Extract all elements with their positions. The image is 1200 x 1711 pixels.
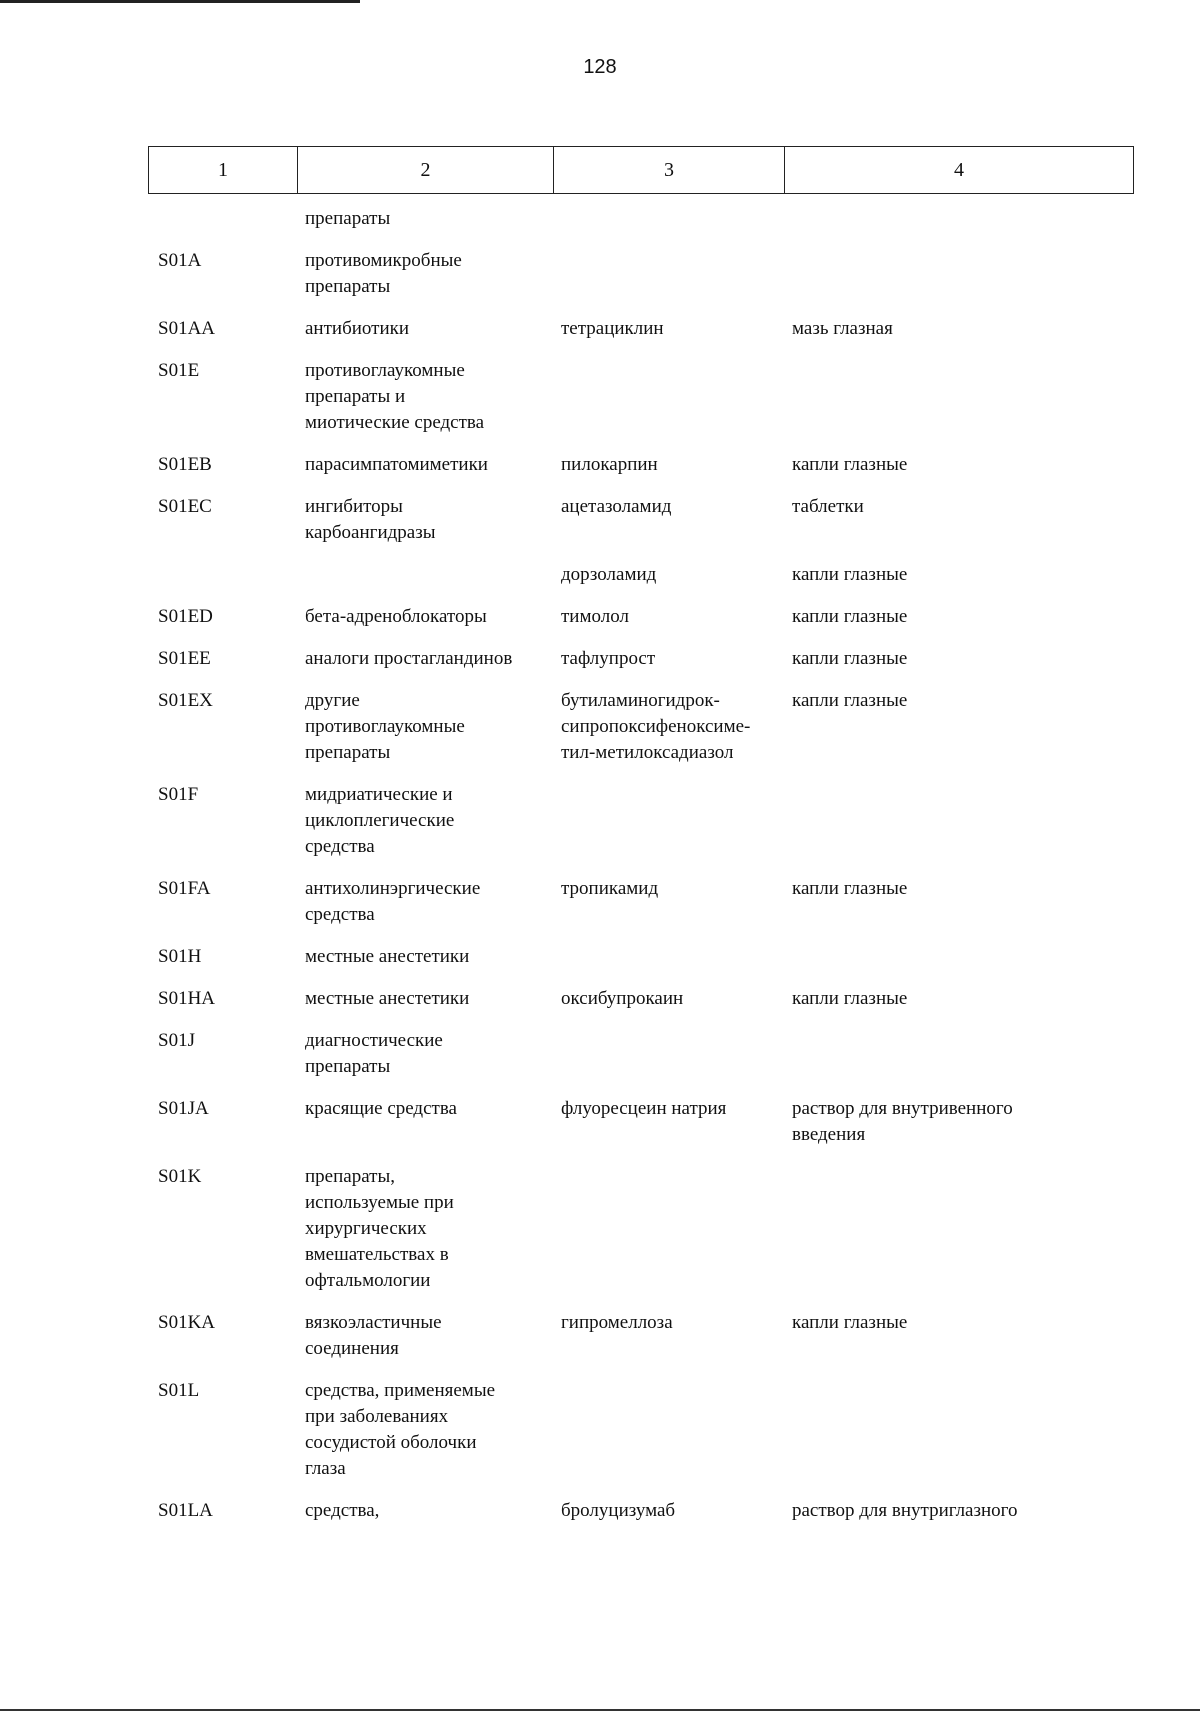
- table-row: [148, 1310, 1134, 1362]
- table-row: [148, 1164, 1134, 1294]
- form-cell: [787, 358, 1134, 436]
- form-cell: [787, 944, 1134, 970]
- drug-cell: [556, 944, 787, 970]
- header-cell-4: 4: [784, 147, 1133, 193]
- drug-cell: бутиламиногидрок- сипропоксифеноксиме- тил-метилоксадиазол: [561, 690, 751, 763]
- code-cell: S01EX: [158, 690, 213, 711]
- form-cell: раствор для внутриглазного: [792, 1500, 1018, 1521]
- group-cell: парасимпатомиметики: [305, 454, 488, 475]
- group-cell: вязкоэластичные соединения: [305, 1312, 442, 1359]
- form-cell: [787, 248, 1134, 300]
- header-cell-2: 2: [297, 147, 553, 193]
- code-cell: S01E: [158, 360, 200, 381]
- drug-cell: [556, 1164, 787, 1294]
- group-cell: красящие средства: [305, 1098, 457, 1119]
- form-cell: [787, 1378, 1134, 1482]
- drug-cell: тетрациклин: [561, 318, 664, 339]
- code-cell: S01A: [158, 250, 202, 271]
- code-cell: S01FA: [158, 878, 211, 899]
- group-cell: [300, 562, 556, 588]
- drug-cell: оксибупрокаин: [561, 988, 684, 1009]
- table-row: [148, 876, 1134, 928]
- form-cell: капли глазные: [792, 454, 908, 475]
- form-cell: таблетки: [792, 496, 864, 517]
- code-cell: S01HA: [158, 988, 216, 1009]
- drug-cell: ацетазоламид: [561, 496, 672, 517]
- group-cell: противоглаукомные препараты и миотические средства: [305, 360, 485, 433]
- group-cell: мидриатические и циклоплегические средства: [305, 784, 455, 857]
- code-cell: S01J: [158, 1030, 195, 1051]
- code-cell: S01JA: [158, 1098, 209, 1119]
- table-row: [148, 782, 1134, 860]
- form-cell: мазь глазная: [792, 318, 893, 339]
- table-row: [148, 1028, 1134, 1080]
- page-number: 128: [583, 56, 617, 78]
- code-cell: S01ED: [158, 606, 213, 627]
- top-rule: [0, 0, 360, 3]
- form-cell: раствор для внутривенного введения: [792, 1098, 1013, 1145]
- code-cell: S01H: [158, 946, 202, 967]
- group-cell: препараты: [305, 208, 391, 229]
- table-header: [148, 146, 1134, 194]
- table-row: [148, 452, 1134, 478]
- form-cell: капли глазные: [792, 564, 908, 585]
- header-cell-1: 1: [218, 158, 228, 181]
- form-cell: капли глазные: [792, 988, 908, 1009]
- table-row: [148, 646, 1134, 672]
- group-cell: антибиотики: [305, 318, 410, 339]
- drug-cell: [556, 248, 787, 300]
- drug-cell: флуоресцеин натрия: [561, 1098, 727, 1119]
- group-cell: средства, применяемые при заболеваниях сосудистой оболочки глаза: [305, 1380, 496, 1479]
- form-cell: капли глазные: [792, 690, 908, 711]
- code-cell: [148, 562, 300, 588]
- group-cell: ингибиторы карбоангидразы: [305, 496, 436, 543]
- group-cell: местные анестетики: [305, 946, 470, 967]
- drug-cell: тропикамид: [561, 878, 659, 899]
- table-row: [148, 944, 1134, 970]
- table-row: [148, 1378, 1134, 1482]
- table-row: [148, 986, 1134, 1012]
- table-row: [148, 494, 1134, 546]
- code-cell: S01EE: [158, 648, 211, 669]
- table-row: [148, 1096, 1134, 1148]
- code-cell: S01LA: [158, 1500, 213, 1521]
- form-cell: [787, 1028, 1134, 1080]
- form-cell: капли глазные: [792, 878, 908, 899]
- header-cell-3: 3: [553, 147, 784, 193]
- drug-cell: бролуцизумаб: [561, 1500, 676, 1521]
- drug-cell: [556, 1028, 787, 1080]
- group-cell: диагностические препараты: [305, 1030, 443, 1077]
- form-cell: [787, 1164, 1134, 1294]
- code-cell: S01AA: [158, 318, 216, 339]
- drug-cell: [556, 206, 787, 232]
- form-cell: капли глазные: [792, 648, 908, 669]
- code-cell: S01KA: [158, 1312, 216, 1333]
- form-cell: капли глазные: [792, 606, 908, 627]
- group-cell: местные анестетики: [305, 988, 470, 1009]
- form-cell: капли глазные: [792, 1312, 908, 1333]
- code-cell: S01EB: [158, 454, 212, 475]
- group-cell: антихолинэргические средства: [305, 878, 481, 925]
- drug-cell: пилокарпин: [561, 454, 658, 475]
- table-row: [148, 562, 1134, 588]
- table-row: [148, 688, 1134, 766]
- drug-cell: тимолол: [561, 606, 629, 627]
- group-cell: противомикробные препараты: [305, 250, 462, 297]
- table-row: [148, 206, 1134, 232]
- code-cell: S01EC: [158, 496, 212, 517]
- drug-cell: дорзоламид: [561, 564, 657, 585]
- drug-cell: [556, 1378, 787, 1482]
- group-cell: аналоги простагландинов: [305, 648, 513, 669]
- form-cell: [787, 206, 1134, 232]
- table-row: [148, 316, 1134, 342]
- code-cell: [148, 206, 300, 232]
- form-cell: [787, 782, 1134, 860]
- code-cell: S01L: [158, 1380, 200, 1401]
- code-cell: S01K: [158, 1166, 202, 1187]
- group-cell: другие противоглаукомные препараты: [305, 690, 465, 763]
- table-row: [148, 604, 1134, 630]
- drug-cell: гипромеллоза: [561, 1312, 673, 1333]
- table-row: [148, 1498, 1134, 1524]
- group-cell: препараты, используемые при хирургических вмешательствах в офтальмологии: [305, 1166, 454, 1291]
- group-cell: средства,: [305, 1500, 380, 1521]
- drug-cell: [556, 782, 787, 860]
- table-row: [148, 248, 1134, 300]
- drug-cell: [556, 358, 787, 436]
- group-cell: бета-адреноблокаторы: [305, 606, 487, 627]
- table-row: [148, 358, 1134, 436]
- code-cell: S01F: [158, 784, 199, 805]
- drug-cell: тафлупрост: [561, 648, 656, 669]
- table-body: [148, 206, 1134, 1524]
